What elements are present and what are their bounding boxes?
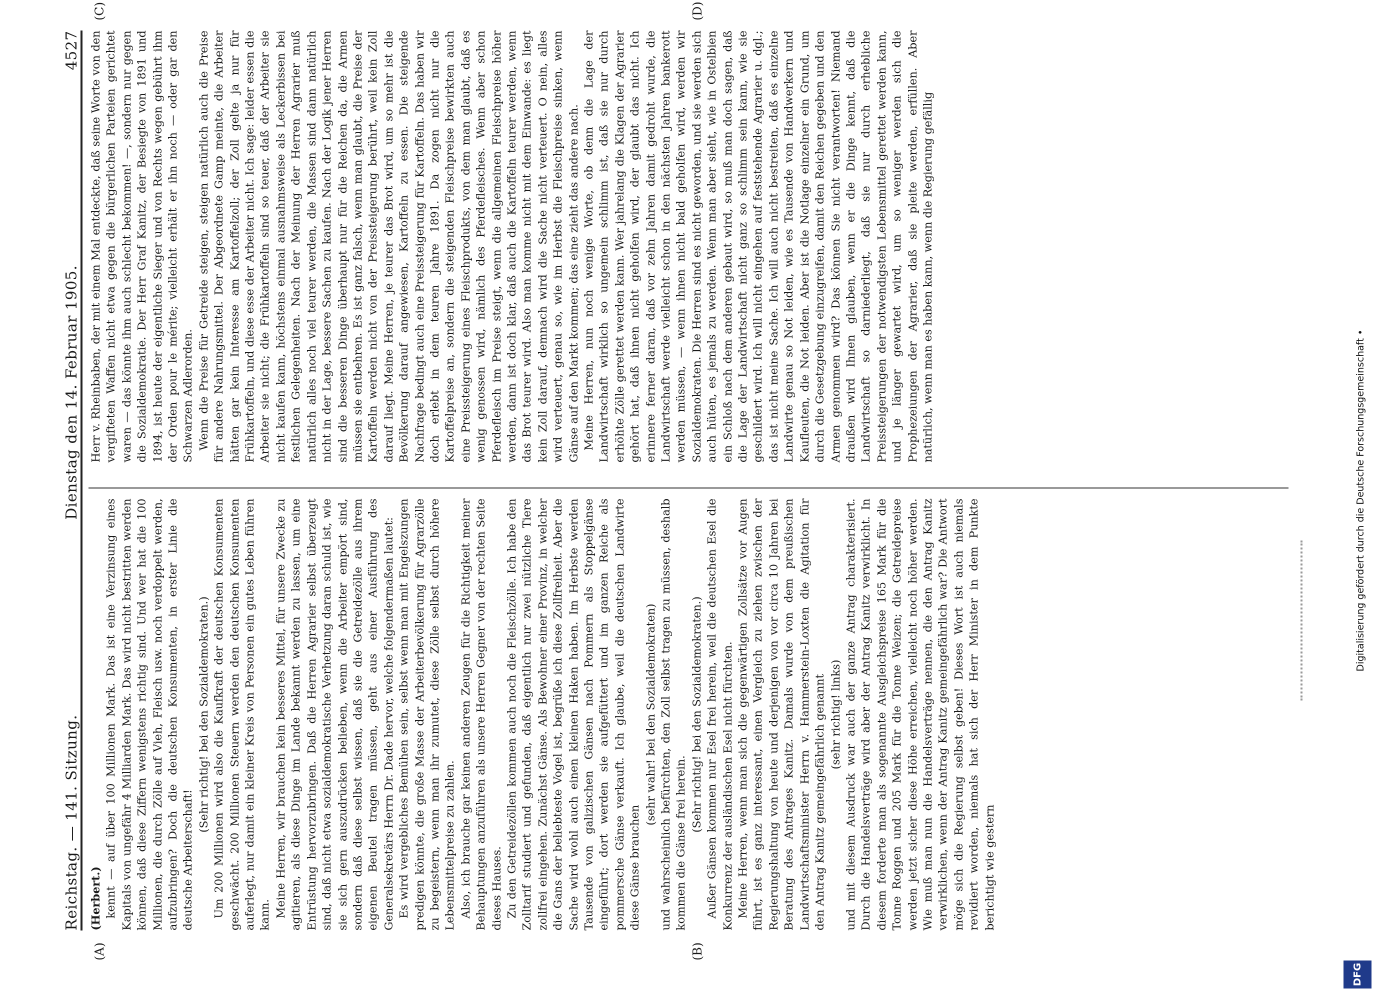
scan-artifact-dots	[1300, 540, 1302, 700]
page-header	[52, 30, 80, 930]
paragraph: kennt — auf über 100 Millionen Mark. Das ist eine Verzinsung eines Kapitals von ungefähr 4 Milliarden Mark. Das wird nicht bestritten werden können, daß diese Ziffern wenigstens richtig sind. Und wer hat die 100 Millionen, die durch Zölle auf Vieh, Fleisch usw. noch verdoppelt werden, aufzubringen? Doch die deutschen Konsumenten, in erster Linie die deutsche Arbeiterschaft!	[104, 498, 195, 930]
margin-marker-a: (A)	[92, 941, 106, 960]
dfg-logo: DFG	[1343, 960, 1371, 988]
interjection: (Sehr richtig! bei den Sozialdemokraten.)	[689, 595, 703, 833]
paragraph: Außer Gänsen kommen nur Esel frei herein, weil die deutschen Esel die Konkurrenz der ausländischen Esel nicht fürchten.	[705, 498, 734, 930]
header-left: Reichstag. — 141. Sitzung.	[62, 714, 80, 930]
header-date: Dienstag den 14. Februar 1905.	[62, 264, 80, 520]
page-number: 4527	[62, 30, 80, 70]
interjection: (sehr wahr! bei den Sozialdemokraten)	[643, 603, 657, 825]
margin-marker-c: (C)	[92, 1, 106, 20]
paragraph: Meine Herren, nun noch wenige Worte, ob denn die Lage der Landwirtschaft wirklich so ungemein schlimm ist, daß sie nur durch erhöhte Zölle gerettet werden kann. Wer jahrelang die Klagen der Agrarier gehört hat, daß ihnen nicht geholfen wird, der glaubt das nicht. Ich erinnere ferner daran, daß vor zehn Jahren damit gedroht wurde, die Landwirtschaft werde vielleicht schon in den nächsten Jahren bankerott werden müssen, — wenn ihnen nicht bald geholfen wird, werden wir Sozialdemokraten. Die Herren sind es nicht geworden, und sie werden sich auch hüten, es jemals zu werden. Wenn man aber sieht, wie in Ostelbien ein Schloß nach dem anderen gebaut wird, so muß man doch sagen, daß die Lage der Landwirtschaft nicht ganz so schlimm sein kann, wie sie geschildert wird. Ich will nicht eingehen auf feststehende Agrarier u. dgl.; das ist nicht meine Sache. Ich will auch nicht bestreiten, daß es einzelne Landwirte genau so Not leiden, wie es Tausende von Handwerkern und Kaufleuten, die Not leiden. Aber ist die Notlage einzelner ein Grund, um durch die Gesetzgebung einzugreifen, damit den Reichen gegeben und den Armen genommen wird? Das können Sie nicht verantworten! Niemand draußen wird Ihnen glauben, wenn er die Dinge kennt, daß die Landwirtschaft so darniederliegt, daß sie nur durch erhebliche Preissteigerungen der notwendigsten Lebensmittel gerettet werden kann, und je länger gewartet wird, um so weniger werden sich die Prophezeiungen der Agrarier, daß sie pleite werden, erfüllen. Aber natürlich, wenn man es haben kann, wenn die Regierung gefällig	[582, 30, 934, 462]
speaker-label: (Herbert.)	[88, 865, 102, 930]
paragraph: und wahrscheinlich befürchten, den Zoll selbst tragen zu müssen, deshalb kommen die Gänse frei herein.	[659, 498, 688, 930]
margin-marker-d: (D)	[690, 1, 704, 20]
paragraph: Zu den Getreidezöllen kommen auch noch die Fleischzölle. Ich habe den Zolltarif studiert und gefunden, daß eigentlich nur zwei nützliche Tiere zollfrei eingehen. Zunächst Gänse. Als Bewohner einer Provinz, in welcher die Gans der beliebteste Vogel ist, begrüße ich diese Zollfreiheit. Aber die Sache wird wohl auch einen kleinen Haken haben. Im Herbste werden Tausende von galizischen Gänsen nach Pommern als Stoppelgänse eingeführt; dort werden sie aufgefüttert und im ganzen Reiche als pommersche Gänse verkauft. Ich glaube, weil die deutschen Landwirte diese Gänse brauchen	[504, 498, 642, 930]
paragraph: Meine Herren, wir brauchen kein besseres Mittel, für unsere Zwecke zu agitieren, als diese Dinge im Lande bekannt werden zu lassen, um eine Entrüstung hervorzubringen. Daß die Herren Agrarier selbst überzeugt sind, daß nicht etwa sozialdemokratische Verhetzung daran schuld ist, wie sie sich gern auszudrücken belieben, wenn die Arbeiter empört sind, sondern daß diese selbst wissen, daß sie die Getreidezölle aus ihrem eigenen Beutel tragen müssen, geht aus einer Ausführung des Generalsekretärs Herrn Dr. Dade hervor, welche folgendermaßen lautet:	[273, 498, 395, 930]
paragraph: Um 200 Millionen wird also die Kaufkraft der deutschen Konsumenten geschwächt. 200 Millionen Steuern werden den deutschen Konsumenten auferlegt, nur damit ein kleiner Kreis von Personen ein gutes Leben führen kann.	[212, 498, 272, 930]
header-rule	[80, 30, 82, 930]
interjection: (sehr richtig! links)	[828, 659, 842, 769]
paragraph: Herr v. Rheinbaben, der mit einem Mal entdeckte, daß seine Worte von den vergifteten Waffen nicht etwa gegen die bürgerlichen Parteien gerichtet waren — das könnte ihm auch schlecht bekommen! —, sondern nur gegen die Sozialdemokratie. Der Herr Graf Kanitz, der Besiegte von 1891 und 1894, ist heute der eigentliche Sieger und von Rechts wegen gebührt ihm der Orden pour le mérite; vielleicht erhält er ihn noch — oder gar den Schwarzen Adlerorden.	[89, 30, 195, 462]
interjection: (Sehr richtig! bei den Sozialdemokraten.)	[196, 595, 210, 833]
paragraph: Meine Herren, wenn man sich die gegenwärtigen Zollsätze vor Augen führt, ist es ganz interessant, einen Vergleich zu ziehen zwischen der Regierungshaltung von heute und derjenigen von vor circa 10 Jahren bei Beratung des Antrages Kanitz. Damals wurde von dem preußischen Landwirtschaftsminister Herrn v. Hammerstein-Loxten die Agitation für den Antrag Kanitz gemeingefährlich genannt	[736, 498, 827, 930]
right-column	[88, 30, 1288, 462]
paragraph: Wenn die Preise für Getreide steigen, steigen natürlich auch die Preise für andere Nahrungsmittel. Der Abgeordnete Gamp meinte, die Arbeiter hätten gar kein Interesse am Kartoffelzoll; der Zoll gelte ja nur für Frühkartoffeln, und diese esse der Arbeiter nicht. Ich sage: leider essen die Arbeiter sie nicht; die Frühkartoffeln sind so teuer, daß der Arbeiter sie nicht kaufen kann, höchstens einmal ausnahmsweise als Leckerbissen bei festlichen Gelegenheiten. Nach der Meinung der Herren Agrarier muß natürlich alles noch viel teurer werden, die Massen sind dann natürlich nicht in der Lage, bessere Sachen zu kaufen. Nach der Logik jener Herren sind die besseren Dinge überhaupt nur für die Reichen da, die Armen müssen sie entbehren. Es ist ganz falsch, wenn man glaubt, die Preise der Kartoffeln werden nicht von der Preissteigerung berührt, weil kein Zoll darauf liegt. Meine Herren, je teurer das Brot wird, um so mehr ist die Bevölkerung darauf angewiesen, Kartoffeln zu essen. Die steigende Nachfrage bedingt auch eine Preissteigerung für Kartoffeln. Das haben wir doch erlebt in dem teuren Jahre 1891. Da zogen nicht nur die Kartoffelpreise an, sondern die steigenden Fleischpreise bewirkten auch eine Preissteigerung eines Fleischprodukts, von dem man glaubt, daß es wenig genossen wird, nämlich des Pferdefleisches. Wenn aber schon Pferdefleisch im Preise steigt, wenn die allgemeinen Fleischpreise höher werden, dann ist doch klar, daß auch die Kartoffeln teurer werden, wenn das Brot teurer wird. Also man komme nicht mit dem Einwande: es liegt kein Zoll darauf, demnach wird die Sache nicht verteuert. O nein, alles wird verteuert, genau so, wie im Herbst die Fleischpreise sinken, wenn Gänse auf den Markt kommen; das eine zieht das andere nach.	[196, 30, 580, 462]
column-divider	[88, 487, 1288, 488]
digitization-credit: Digitalisierung gefördert durch die Deutsche Forschungsgemeinschaft •	[1355, 329, 1366, 671]
margin-marker-b: (B)	[690, 941, 704, 960]
paragraph: und mit diesem Ausdruck war auch der ganze Antrag charakterisiert. Durch die Handelsverträge wird aber der Antrag Kanitz verwirklicht. In diesem forderte man als sogenannte Ausgleichspreise 165 Mark für die Tonne Roggen und 205 Mark für die Tonne Weizen; die Getreidepreise werden jetzt sicher diese Höhe erreichen, vielleicht noch höher werden. Wie muß man nun die Handelsverträge nennen, die den Antrag Kanitz verwirklichen, wenn der Antrag Kanitz gemeingefährlich war? Die Antwort möge sich die Regierung selbst geben! Dieses Wort ist auch niemals revidiert worden, niemals hat sich der Herr Minister in dem Punkte berichtigt wie gestern	[843, 498, 996, 930]
quotation: Es wird vergebliches Bemühen sein, selbst wenn man mit Engelszungen predigen könnte, die große Masse der Arbeiterbevölkerung für Agrarzölle zu begeistern, wenn man ihr zumutet, diese Zölle selbst durch höhere Lebensmittelpreise zu zahlen.	[397, 498, 457, 930]
left-column	[88, 498, 1288, 930]
paragraph: Also, ich brauche gar keinen anderen Zeugen für die Richtigkeit meiner Behauptungen anzuführen als unsere Herren Gegner von der rechten Seite dieses Hauses.	[458, 498, 503, 930]
